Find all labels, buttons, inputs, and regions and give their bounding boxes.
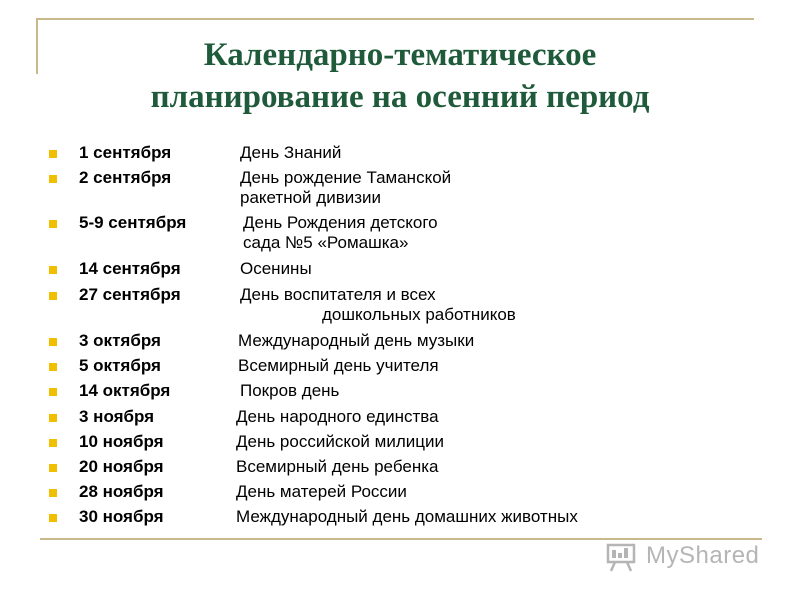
bullet-icon bbox=[49, 175, 57, 183]
item-date: 2 сентября bbox=[79, 168, 172, 187]
item-event: Всемирный день учителя bbox=[238, 356, 439, 375]
item-event-continued: сада №5 «Ромашка» bbox=[243, 233, 409, 252]
item-date: 20 ноября bbox=[79, 457, 164, 476]
item-event: День российской милиции bbox=[236, 432, 444, 451]
item-event: День Знаний bbox=[240, 143, 342, 162]
item-date: 3 ноября bbox=[79, 407, 155, 426]
item-event: День народного единства bbox=[236, 407, 439, 426]
watermark-text: MyShared bbox=[646, 542, 760, 569]
presentation-board-icon bbox=[606, 542, 636, 572]
left-border-line bbox=[36, 18, 38, 74]
bullet-icon bbox=[49, 464, 57, 472]
bullet-icon bbox=[49, 220, 57, 228]
item-event: Международный день музыки bbox=[238, 331, 475, 350]
bullet-icon bbox=[49, 439, 57, 447]
bullet-icon bbox=[49, 338, 57, 346]
item-event-continued: дошкольных работников bbox=[322, 305, 516, 324]
top-border-line bbox=[36, 18, 754, 20]
bullet-icon bbox=[49, 363, 57, 371]
bullet-icon bbox=[49, 489, 57, 497]
item-event: Осенины bbox=[240, 259, 312, 278]
list-item bbox=[0, 168, 800, 212]
item-date: 27 сентября bbox=[79, 285, 181, 304]
item-event: День матерей России bbox=[236, 482, 407, 501]
bullet-icon bbox=[49, 388, 57, 396]
bullet-icon bbox=[49, 266, 57, 274]
bullet-icon bbox=[49, 514, 57, 522]
item-event: День воспитателя и всех bbox=[240, 285, 436, 304]
bullet-icon bbox=[49, 414, 57, 422]
item-date: 14 сентября bbox=[79, 259, 181, 278]
bullet-icon bbox=[49, 150, 57, 158]
item-date: 5-9 сентября bbox=[79, 213, 187, 232]
item-event: Покров день bbox=[240, 381, 340, 400]
bullet-icon bbox=[49, 292, 57, 300]
list-item bbox=[0, 213, 800, 257]
item-event: День Рождения детского bbox=[243, 213, 438, 232]
item-date: 14 октября bbox=[79, 381, 171, 400]
item-event-continued: ракетной дивизии bbox=[240, 188, 382, 207]
item-event: Международный день домашних животных bbox=[236, 507, 578, 526]
item-date: 30 ноября bbox=[79, 507, 164, 526]
list-item bbox=[0, 285, 800, 329]
item-date: 5 октября bbox=[79, 356, 161, 375]
watermark-logo bbox=[606, 540, 776, 576]
item-event: День рождение Таманской bbox=[240, 168, 452, 187]
item-date: 10 ноября bbox=[79, 432, 164, 451]
item-date: 28 ноября bbox=[79, 482, 164, 501]
slide-title bbox=[40, 34, 760, 118]
item-date: 3 октября bbox=[79, 331, 161, 350]
item-date: 1 сентября bbox=[79, 143, 172, 162]
title-line-2: планирование на осенний период bbox=[150, 79, 650, 115]
title-line-1: Календарно-тематическое bbox=[203, 37, 597, 73]
item-event: Всемирный день ребенка bbox=[236, 457, 439, 476]
